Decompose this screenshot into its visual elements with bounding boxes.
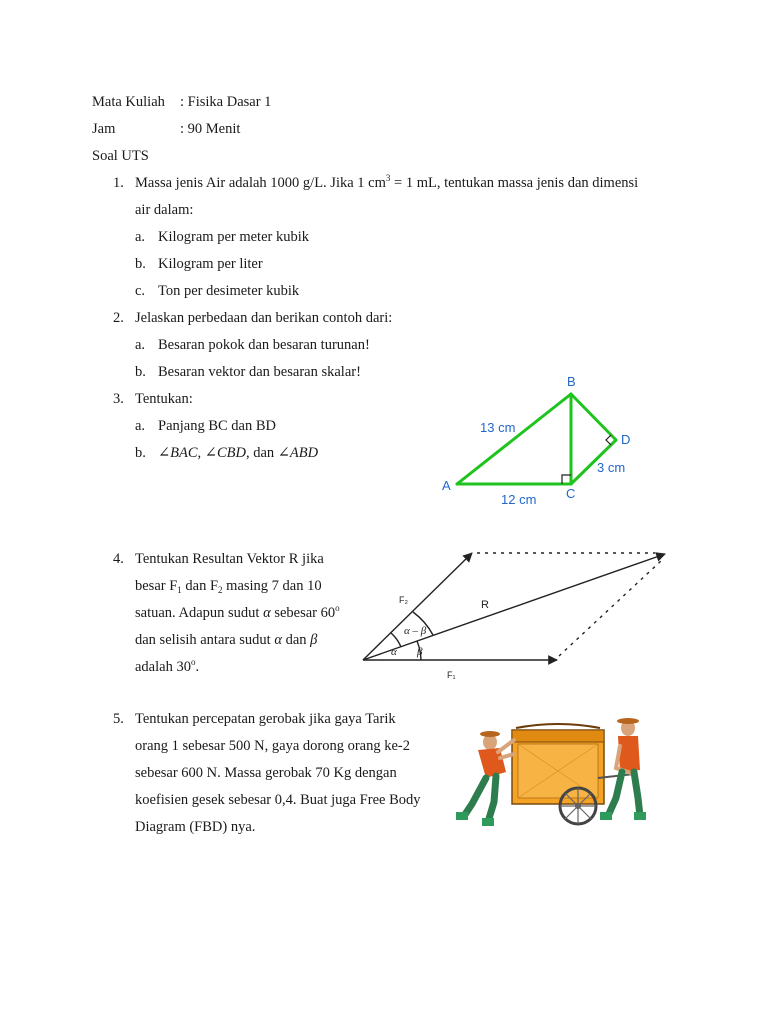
arc-alpha [391, 633, 401, 647]
question-2-item-b: Besaran vektor dan besaran skalar! [158, 364, 361, 380]
question-3-item-b-label: b. [135, 445, 146, 461]
question-3-number: 3. [113, 391, 124, 407]
question-2-item-b-label: b. [135, 364, 146, 380]
question-1-item-c: Ton per desimeter kubik [158, 283, 300, 299]
question-5-line-5: Diagram (FBD) nya. [135, 819, 256, 835]
question-4-line-1: Tentukan Resultan Vektor R jika [135, 551, 324, 567]
vector-r [363, 554, 665, 660]
triangle-diagram [430, 370, 650, 520]
question-4-line-5: adalah 30$^o$. [135, 657, 200, 675]
question-1-item-a-label: a. [135, 229, 146, 245]
question-3-item-b: ∠BAC, ∠CBD, dan ∠ABD [158, 445, 319, 461]
side-bd [571, 394, 616, 440]
question-5-number: 5. [113, 711, 124, 727]
exam-title: Soal UTS [92, 148, 149, 164]
vector-diagram [355, 540, 675, 690]
label-beta: β [417, 646, 423, 658]
question-3-item-a-label: a. [135, 418, 146, 434]
question-4-line-2: besar $F_1$ dan $F_2$ masing 7 dan 10 [135, 578, 322, 595]
label-f1: F₁ [447, 670, 456, 680]
parallel-dash-right [559, 560, 662, 656]
right-angle-mark-d [606, 435, 611, 445]
question-5-line-4: koefisien gesek sebesar 0,4. Buat juga Free Body [135, 792, 421, 808]
length-ab-label: 13 cm [480, 420, 516, 435]
time-value: : 90 Menit [180, 121, 241, 137]
question-4-line-3: satuan. Adapun sudut α sebesar 60$^o$ [135, 603, 340, 621]
question-3-item-a: Panjang BC dan BD [158, 418, 277, 434]
length-ac-label: 12 cm [501, 492, 537, 507]
question-2-item-a-label: a. [135, 337, 146, 353]
vertex-b-label: B [567, 374, 576, 389]
question-1-item-c-label: c. [135, 283, 146, 299]
vertex-c-label: C [566, 486, 576, 501]
vertex-a-label: A [442, 478, 451, 493]
question-1-item-b: Kilogram per liter [158, 256, 263, 272]
question-1-line-1: Massa jenis Air adalah 1000 g/L. Jika 1 $cm^3 = 1$ mL, tentukan massa jenis dan dimensi [135, 173, 639, 191]
question-3-line-1: Tentukan: [135, 391, 193, 407]
question-1-item-b-label: b. [135, 256, 146, 272]
question-1-item-a: Kilogram per meter kubik [158, 229, 309, 245]
label-alpha: α [391, 646, 397, 658]
puller-person [600, 718, 646, 820]
time-label: Jam [92, 121, 116, 137]
label-r: R [481, 599, 489, 611]
question-4-line-4: dan selisih antara sudut α dan β [135, 632, 318, 648]
vertex-d-label: D [621, 432, 631, 447]
course-value: : Fisika Dasar 1 [180, 94, 272, 110]
question-2-line-1: Jelaskan perbedaan dan berikan contoh dari: [135, 310, 393, 326]
cart-wheel [560, 788, 596, 824]
label-f2: F₂ [399, 595, 408, 605]
question-5-line-1: Tentukan percepatan gerobak jika gaya Tarik [135, 711, 396, 727]
question-2-item-a: Besaran pokok dan besaran turunan! [158, 337, 370, 353]
pusher-person [456, 731, 514, 826]
label-alpha-minus-beta: α – β [404, 625, 427, 637]
side-ab [457, 394, 571, 484]
course-label: Mata Kuliah [92, 94, 165, 110]
length-bd-label: 3 cm [597, 460, 626, 475]
question-1-line-2: air dalam: [135, 202, 194, 218]
question-5-line-3: sebesar 600 N. Massa gerobak 70 Kg dengan [135, 765, 397, 781]
question-5-line-2: orang 1 sebesar 500 N, gaya dorong orang ke-2 [135, 738, 411, 754]
question-2-number: 2. [113, 310, 124, 326]
question-1-number: 1. [113, 175, 124, 191]
cart-pushers-illustration [448, 712, 648, 837]
question-4-number: 4. [113, 551, 124, 567]
